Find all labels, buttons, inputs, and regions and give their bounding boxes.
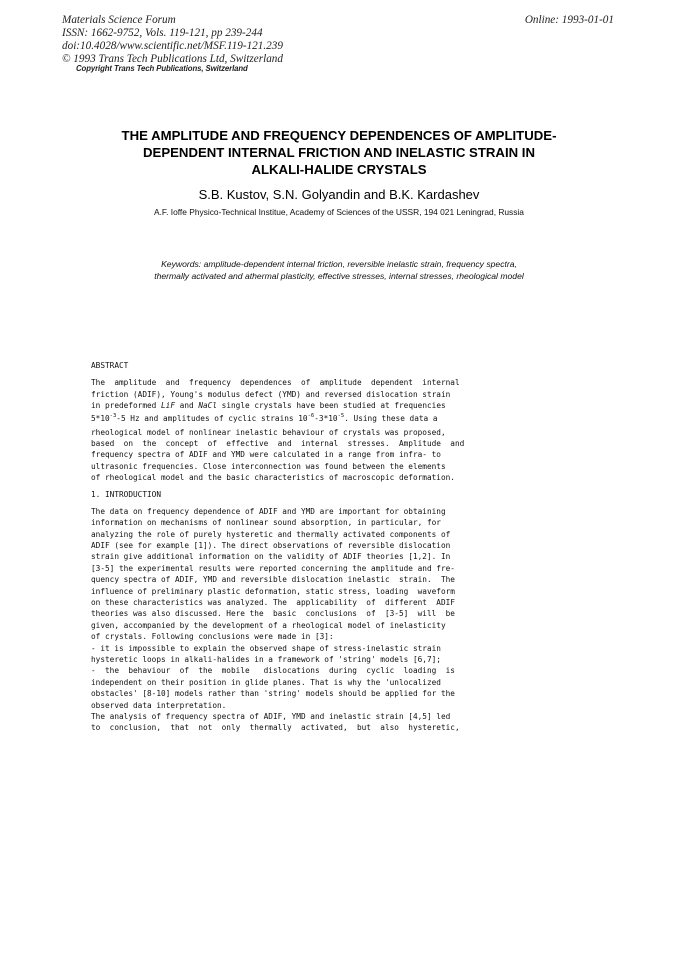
keywords [80, 259, 598, 282]
intro-line: to conclusion, that not only thermally activated, but also hysteretic, [91, 723, 460, 733]
intro-line: given, accompanied by the development of a rheological model of inelasticity [91, 620, 446, 630]
intro-line: obstacles' [8-10] models rather than 'string' models should be applied for the [91, 689, 455, 699]
abstract-heading: ABSTRACT [91, 361, 129, 370]
text-span: single crystals have been studied at frequencies [217, 401, 446, 411]
keywords-line: Keywords: amplitude-dependent internal friction, reversible inelastic strain, frequency spectra, [161, 259, 517, 269]
paper-title [80, 127, 598, 178]
keywords-line: thermally activated and athermal plasticity, effective stresses, internal stresses, rheological model [154, 270, 524, 281]
intro-text [91, 506, 521, 734]
abstract-line: ultrasonic frequencies. Close interconnection was found between the elements [91, 461, 446, 471]
authors: S.B. Kustov, S.N. Golyandin and B.K. Kardashev [198, 187, 480, 202]
paper-body [91, 360, 521, 734]
issn-line: ISSN: 1662-9752, Vols. 119-121, pp 239-244 [62, 27, 263, 39]
nacl-term: NaCl [198, 401, 218, 411]
text-span: -3*10 [314, 413, 338, 423]
copyright-stamp: Copyright Trans Tech Publications, Switzerland [76, 64, 248, 73]
doi-line: doi:10.4028/www.scientific.net/MSF.119-121.239 [62, 40, 283, 52]
intro-line: information on mechanisms of nonlinear sound absorption, in particular, for [91, 518, 441, 528]
text-span: -5 Hz and amplitudes of cyclic strains 10 [116, 413, 308, 423]
intro-line: - it is impossible to explain the observed shape of stress-inelastic strain [91, 643, 441, 653]
exponent: -3 [109, 412, 117, 419]
journal-name: Materials Science Forum [62, 14, 176, 26]
copyright-line: © 1993 Trans Tech Publications Ltd, Switzerland [62, 53, 283, 65]
intro-line: ADIF (see for example [1]). The direct observations of reversible dislocation [91, 541, 451, 551]
abstract-line: frequency spectra of ADIF and YMD were calculated in a range from infra- to [91, 450, 441, 460]
text-span: 5*10 [91, 413, 110, 423]
title-line: DEPENDENT INTERNAL FRICTION AND INELASTIC STRAIN IN [143, 145, 535, 160]
abstract-line: rheological model of nonlinear inelastic behaviour of crystals was proposed, [91, 427, 446, 437]
intro-line: observed data interpretation. [91, 700, 227, 710]
abstract-line [91, 400, 521, 411]
intro-line: hysteretic loops in alkali-halides in a framework of 'string' models [6,7]; [91, 654, 441, 664]
abstract-line: of rheological model and the basic characteristics of macroscopic deformation. [91, 473, 455, 483]
lif-term: LiF [161, 401, 175, 411]
intro-line: The data on frequency dependence of ADIF and YMD are important for obtaining [91, 506, 446, 516]
title-line: ALKALI-HALIDE CRYSTALS [251, 162, 427, 177]
intro-line: [3-5] the experimental results were reported concerning the amplitude and fre- [91, 563, 455, 573]
intro-line: influence of preliminary plastic deformation, static stress, loading waveform [91, 586, 455, 596]
intro-heading: 1. INTRODUCTION [91, 489, 161, 499]
abstract-line: friction (ADIF), Young's modulus defect (YMD) and reversed dislocation strain [91, 389, 451, 399]
intro-line: of crystals. Following conclusions were made in [3]: [91, 632, 334, 642]
intro-line: strain give additional information on the validity of ADIF theories [1,2]. In [91, 552, 451, 562]
online-date: Online: 1993-01-01 [524, 14, 614, 26]
abstract-line: based on the concept of effective and internal stresses. Amplitude and [91, 438, 465, 448]
intro-line: The analysis of frequency spectra of ADIF, YMD and inelastic strain [4,5] led [91, 711, 451, 721]
intro-line: quency spectra of ADIF, YMD and reversible dislocation inelastic strain. The [91, 575, 455, 585]
intro-line: analyzing the role of purely hysteretic and thermally activated components of [91, 529, 451, 539]
exponent: -5 [337, 412, 345, 419]
intro-line: theories was also discussed. Here the basic conclusions of [3-5] will be [91, 609, 455, 619]
text-span: . Using these data a [344, 413, 438, 423]
intro-line: on these characteristics was analyzed. The applicability of different ADIF [91, 598, 455, 608]
text-span: and [175, 401, 199, 411]
intro-line: - the behaviour of the mobile dislocations during cyclic loading is [91, 666, 455, 676]
affiliation: A.F. Ioffe Physico-Technical Institue, Academy of Sciences of the USSR, 194 021 Leningrad, Russia [154, 207, 524, 217]
exponent: -6 [307, 412, 315, 419]
abstract-line: The amplitude and frequency dependences of amplitude dependent internal [91, 378, 460, 388]
abstract-line [91, 412, 521, 427]
title-line: THE AMPLITUDE AND FREQUENCY DEPENDENCES OF AMPLITUDE- [121, 128, 557, 143]
text-span: in predeformed [91, 401, 161, 411]
journal-header [62, 14, 283, 66]
intro-line: independent on their position in glide planes. That is why the 'unlocalized [91, 677, 441, 687]
